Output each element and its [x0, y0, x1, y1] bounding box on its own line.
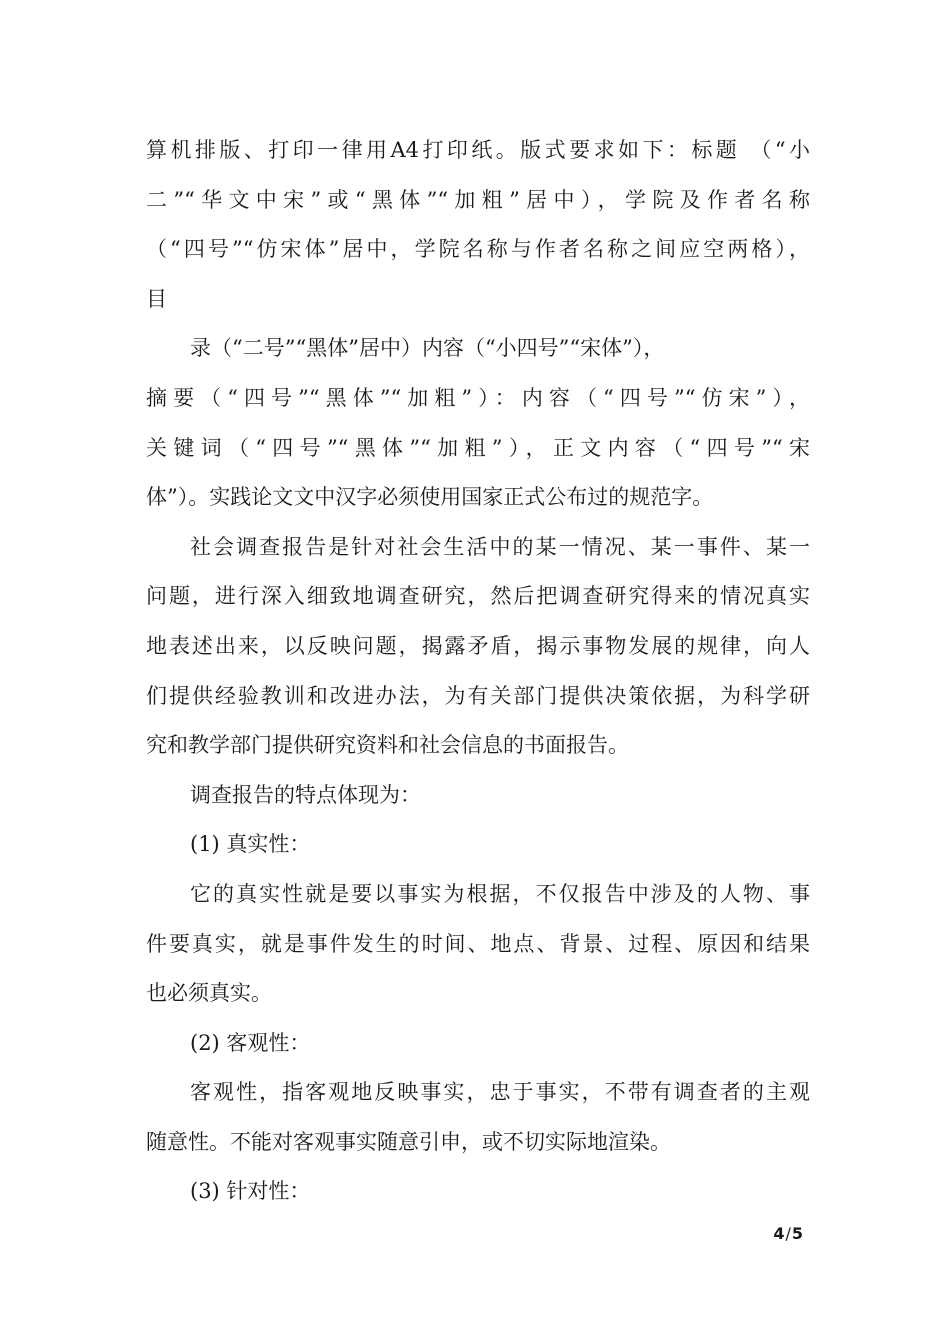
text-line-12: 们提供经验教训和改进办法，为有关部门提供决策依据，为科学研: [146, 683, 810, 708]
text-line-2: 二”“华文中宋”或“黑体”“加粗”居中），学院及作者名称: [146, 187, 810, 212]
text-line-6: 摘要（“四号”“黑体”“加粗”）：内容（“四号”“仿宋”），: [146, 385, 810, 410]
text-line-5: 录（“二号”“黑体”居中）内容（“小四号”“宋体”），: [190, 336, 665, 361]
page-number-current: 4: [773, 1224, 786, 1243]
text-line-18: 也必须真实。: [146, 981, 272, 1006]
text-line-17: 件要真实，就是事件发生的时间、地点、背景、过程、原因和结果: [146, 931, 810, 956]
text-line-13: 究和教学部门提供研究资料和社会信息的书面报告。: [146, 733, 629, 758]
text-line-22: (3) 针对性：: [190, 1179, 311, 1204]
text-line-14: 调查报告的特点体现为：: [190, 782, 421, 807]
text-line-10: 问题，进行深入细致地调查研究，然后把调查研究得来的情况真实: [146, 584, 810, 609]
text-line-4: 目: [146, 286, 167, 311]
text-line-21: 随意性。不能对客观事实随意引申，或不切实际地渲染。: [146, 1129, 671, 1154]
text-line-11: 地表述出来，以反映问题，揭露矛盾，揭示事物发展的规律，向人: [146, 633, 810, 658]
text-line-8: 体”）。实践论文文中汉字必须使用国家正式公布过的规范字。: [146, 485, 714, 510]
page-number-total: 5: [791, 1224, 804, 1243]
text-line-1: 算机排版、打印一律用A4打印纸。版式要求如下：标题 （“小: [146, 138, 810, 162]
text-line-19: (2) 客观性：: [190, 1030, 311, 1055]
text-line-16: 它的真实性就是要以事实为根据，不仅报告中涉及的人物、事: [190, 881, 810, 906]
body-text: [146, 126, 810, 1217]
text-line-7: 关键词（“四号”“黑体”“加粗”），正文内容（“四号”“宋: [146, 435, 810, 460]
text-line-15: (1) 真实性：: [190, 832, 311, 857]
text-line-9: 社会调查报告是针对社会生活中的某一情况、某一事件、某一: [190, 534, 810, 559]
text-line-3: （“四号”“仿宋体”居中，学院名称与作者名称之间应空两格），: [146, 237, 810, 262]
text-line-20: 客观性，指客观地反映事实，忠于事实，不带有调查者的主观: [190, 1080, 810, 1105]
page-number-separator: /: [785, 1224, 792, 1243]
page-number: [773, 1224, 804, 1243]
